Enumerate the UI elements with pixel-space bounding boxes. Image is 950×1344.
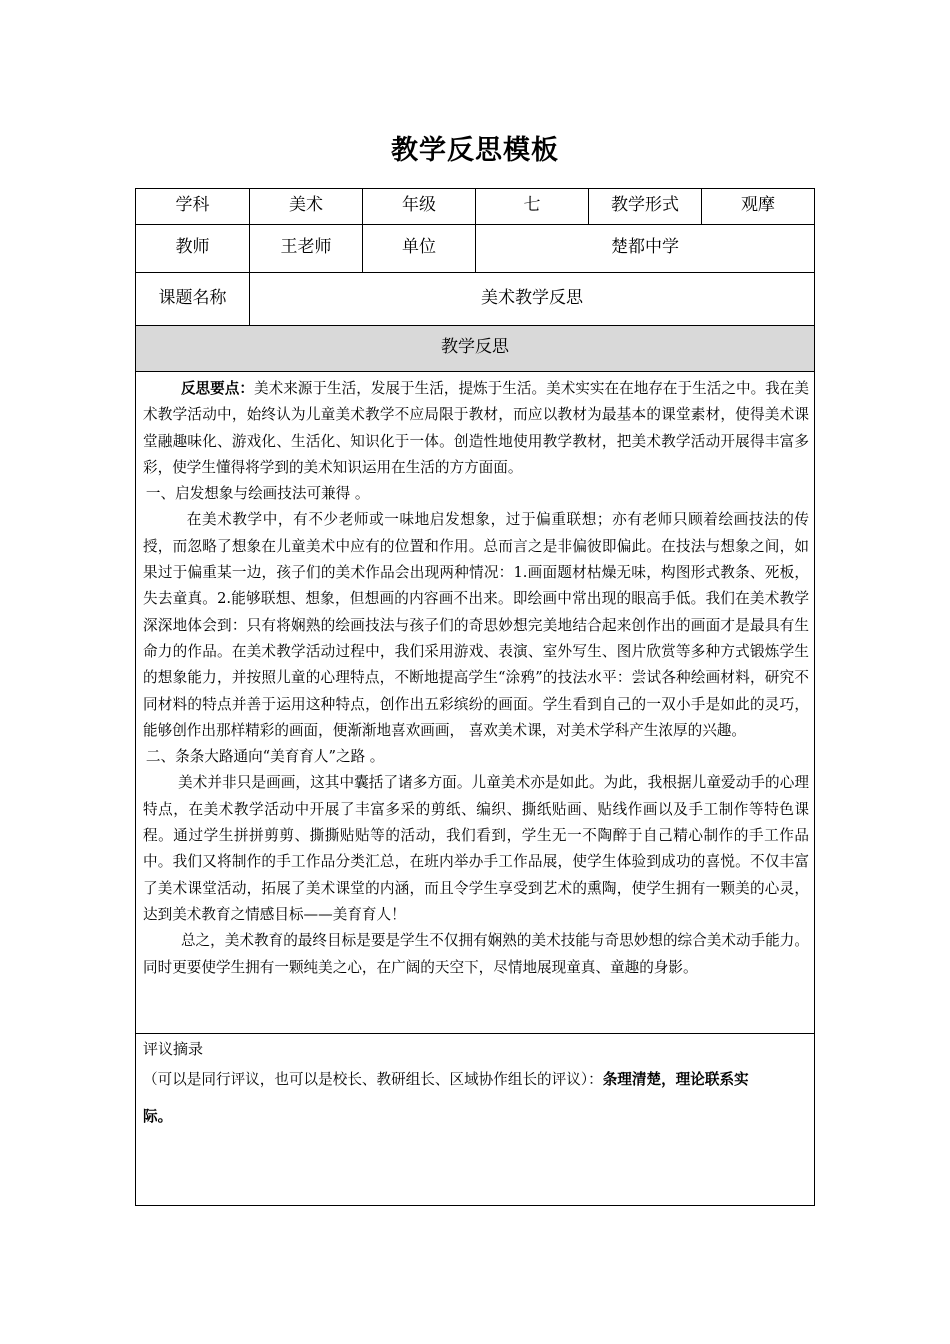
comments-content-end: 际。 <box>143 1108 173 1125</box>
teacher-value: 王老师 <box>280 236 332 257</box>
comments-note: （可以是同行评议，也可以是校长、教研组长、区域协作组长的评议）： <box>143 1071 603 1088</box>
key-points-paragraph <box>143 376 809 481</box>
comments-content: 条理清楚，理论联系实 <box>602 1071 749 1088</box>
teaching-form-label: 教学形式 <box>611 194 679 215</box>
unit-label: 单位 <box>402 236 436 257</box>
comments-line-1 <box>143 1062 809 1097</box>
subject-label: 学科 <box>175 194 210 215</box>
grade-label: 年级 <box>402 194 436 215</box>
section-1-paragraph: 在美术教学中，有不少老师或一味地启发想象，过于偏重联想；亦有老师只顾着绘画技法的传授，而忽略了想象在儿童美术中应有的位置和作用。总而言之是非偏彼即偏此。在技法与想象之间，如果过于偏重某一边，孩子们的美术作品会出现两种情况：1.画面题材枯燥无味，构图形式教条、死板，失去童真。2.能够联想、想象，但想画的内容画不出来。即绘画中常出现的眼高手低。我们在美术教学深深地体会到：只有将娴熟的绘画技法与孩子们的奇思妙想完美地结合起来创作出的画面才是最具有生命力的作品。在美术教学活动过程中，我们采用游戏、表演、室外写生、图片欣赏等多种方式锻炼学生的想象能力，并按照儿童的心理特点，不断地提高学生“涂鸦”的技法水平：尝试各种绘画材料，研究不同材料的特点并善于运用这种特点，创作出五彩缤纷的画面。学生看到自己的一双小手是如此的灵巧，能够创作出那样精彩的画面，便渐渐地喜欢画画， 喜欢美术课，对美术学科产生浓厚的兴趣。 <box>143 511 809 739</box>
reflection-header: 教学反思 <box>441 336 509 357</box>
comments-label: 评议摘录 <box>143 1040 204 1058</box>
page-title: 教学反思模板 <box>391 135 559 166</box>
conclusion-paragraph: 总之，美术教育的最终目标是要是学生不仅拥有娴熟的美术技能与奇思妙想的综合美术动手能力。同时更要使学生拥有一颗纯美之心，在广阔的天空下，尽情地展现童真、童趣的身影。 <box>143 932 809 976</box>
section-heading-2: 二、条条大路通向“美育育人”之路 。 <box>145 748 385 766</box>
teaching-form-value: 观摩 <box>741 194 775 215</box>
topic-value: 美术教学反思 <box>481 287 583 308</box>
comments-section <box>143 1038 809 1134</box>
subject-value: 美术 <box>289 194 323 215</box>
table-rule <box>135 1033 815 1034</box>
section-heading-1: 一、启发想象与绘画技法可兼得 。 <box>145 485 370 503</box>
unit-value: 楚都中学 <box>611 236 679 257</box>
section-2-paragraph: 美术并非只是画画，这其中囊括了诸多方面。儿童美术亦是如此。为此，我根据儿童爱动手的心理特点，在美术教学活动中开展了丰富多采的剪纸、编织、撕纸贴画、贴线作画以及手工制作等特色课程。通过学生拼拼剪剪、撕撕贴贴等的活动，我们看到，学生无一不陶醉于自己精心制作的手工作品中。我们又将制作的手工作品分类汇总，在班内举办手工作品展，使学生体验到成功的喜悦。不仅丰富了美术课堂活动，拓展了美术课堂的内涵，而且令学生享受到艺术的熏陶，使学生拥有一颗美的心灵，达到美术教育之情感目标——美育育人！ <box>143 774 809 923</box>
teacher-label: 教师 <box>175 236 210 257</box>
reflection-body <box>143 376 809 981</box>
grade-value: 七 <box>523 194 541 215</box>
key-points-label: 反思要点： <box>180 380 254 397</box>
topic-label: 课题名称 <box>158 287 227 308</box>
key-points-text: 美术来源于生活，发展于生活，提炼于生活。美术实实在在地存在于生活之中。我在美术教学活动中，始终认为儿童美术教学不应局限于教材，而应以教材为最基本的课堂素材，使得美术课堂融趣味化、游戏化、生活化、知识化于一体。创造性地使用教学教材，把美术教学活动开展得丰富多彩，使学生懂得将学到的美术知识运用在生活的方方面面。 <box>143 380 809 476</box>
table-rule <box>135 371 815 372</box>
